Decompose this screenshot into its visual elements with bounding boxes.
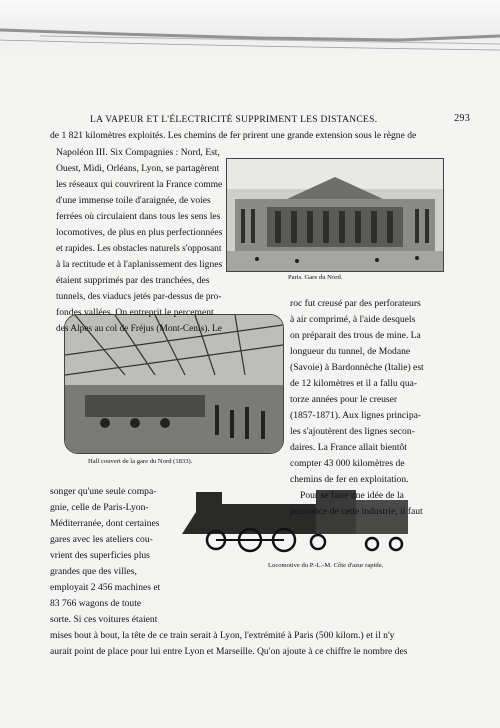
- scan-edge: [0, 0, 500, 58]
- text-line: Pour se faire une idée de la: [300, 490, 404, 501]
- text-line: tunnels, des viaducs jetés par-dessus de pro-: [56, 291, 222, 302]
- text-line: d'une immense toile d'araignée, de voies: [56, 195, 211, 206]
- text-line: à air comprimé, à l'aide desquels: [290, 314, 416, 325]
- text-line: longueur du tunnel, de Modane: [290, 346, 411, 357]
- text-line: torze années pour le creuser: [290, 394, 398, 405]
- text-line: Ouest, Midi, Orléans, Lyon, se partagèrent: [56, 163, 220, 174]
- text-line: et rapides. Les obstacles naturels s'opposant: [56, 243, 222, 254]
- text-line: Méditerranée, dont certaines: [50, 518, 160, 529]
- caption-hall-couvert: Hall couvert de la gare du Nord (1833).: [88, 458, 193, 465]
- text-line: compter 43 000 kilomètres de: [290, 458, 405, 469]
- text-line: de 1 821 kilomètres exploités. Les chemins de fer prirent une grande extension sous le règne de: [50, 130, 417, 141]
- text-line: ferrées où circulaient dans tous les sens les: [56, 211, 221, 222]
- text-line: (Savoie) à Bardonnèche (Italie) est: [290, 362, 424, 373]
- text-line: aurait point de place pour lui entre Lyon et Marseille. Qu'on ajoute à ce chiffre le nombre des: [50, 646, 408, 657]
- text-line: les s'ajoutèrent des lignes secon-: [290, 426, 415, 437]
- page-header: [90, 115, 470, 129]
- text-line: daires. La France allait bientôt: [290, 442, 407, 453]
- text-line: gares avec les ateliers cou-: [50, 534, 153, 545]
- text-line: (1857-1871). Aux lignes principa-: [290, 410, 422, 421]
- text-line: sorte. Si ces voitures étaient: [50, 614, 158, 625]
- text-line: grandes que des villes,: [50, 566, 137, 577]
- text-line: roc fut creusé par des perforateurs: [290, 298, 421, 309]
- text-line: fondes vallées. On entreprit le percement: [56, 307, 214, 318]
- text-line: des Alpes au col de Fréjus (Mont-Cenis). Le: [56, 323, 222, 334]
- text-line: vrient des superficies plus: [50, 550, 150, 561]
- text-line: à la rectitude et à l'aplanissement des lignes: [56, 259, 223, 270]
- text-line: songer qu'une seule compa-: [50, 486, 157, 497]
- running-title: LA VAPEUR ET L'ÉLECTRICITÉ SUPPRIMENT LES DISTANCES.: [90, 115, 378, 125]
- text-line: puissance de cette industrie, il faut: [290, 506, 423, 517]
- text-line: employait 2 456 machines et: [50, 582, 161, 593]
- page-number: 293: [454, 113, 470, 124]
- text-line: de 12 kilomètres et il a fallu qua-: [290, 378, 418, 389]
- text-line: chemins de fer en exploitation.: [290, 474, 409, 485]
- text-line: étaient supprimés par des tranchées, des: [56, 275, 210, 286]
- text-line: on préparait des trous de mine. La: [290, 330, 421, 341]
- figure-hall-couvert: [64, 314, 284, 454]
- text-line: Napoléon III. Six Compagnies : Nord, Est,: [56, 147, 220, 158]
- text-line: locomotives, de plus en plus perfectionnées: [56, 227, 223, 238]
- text-line: mises bout à bout, la tête de ce train serait à Lyon, l'extrémité à Paris (500 kilom.) et il n'y: [50, 630, 395, 641]
- caption-gare-du-nord: Paris. Gare du Nord.: [288, 274, 343, 281]
- text-line: 83 766 wagons de toute: [50, 598, 142, 609]
- figure-gare-du-nord: [226, 158, 444, 272]
- text-line: gnie, celle de Paris-Lyon-: [50, 502, 149, 513]
- caption-locomotive: Locomotive du P.-L.-M. Côte d'azur rapide.: [268, 562, 384, 569]
- text-line: les réseaux qui couvrirent la France comme: [56, 179, 223, 190]
